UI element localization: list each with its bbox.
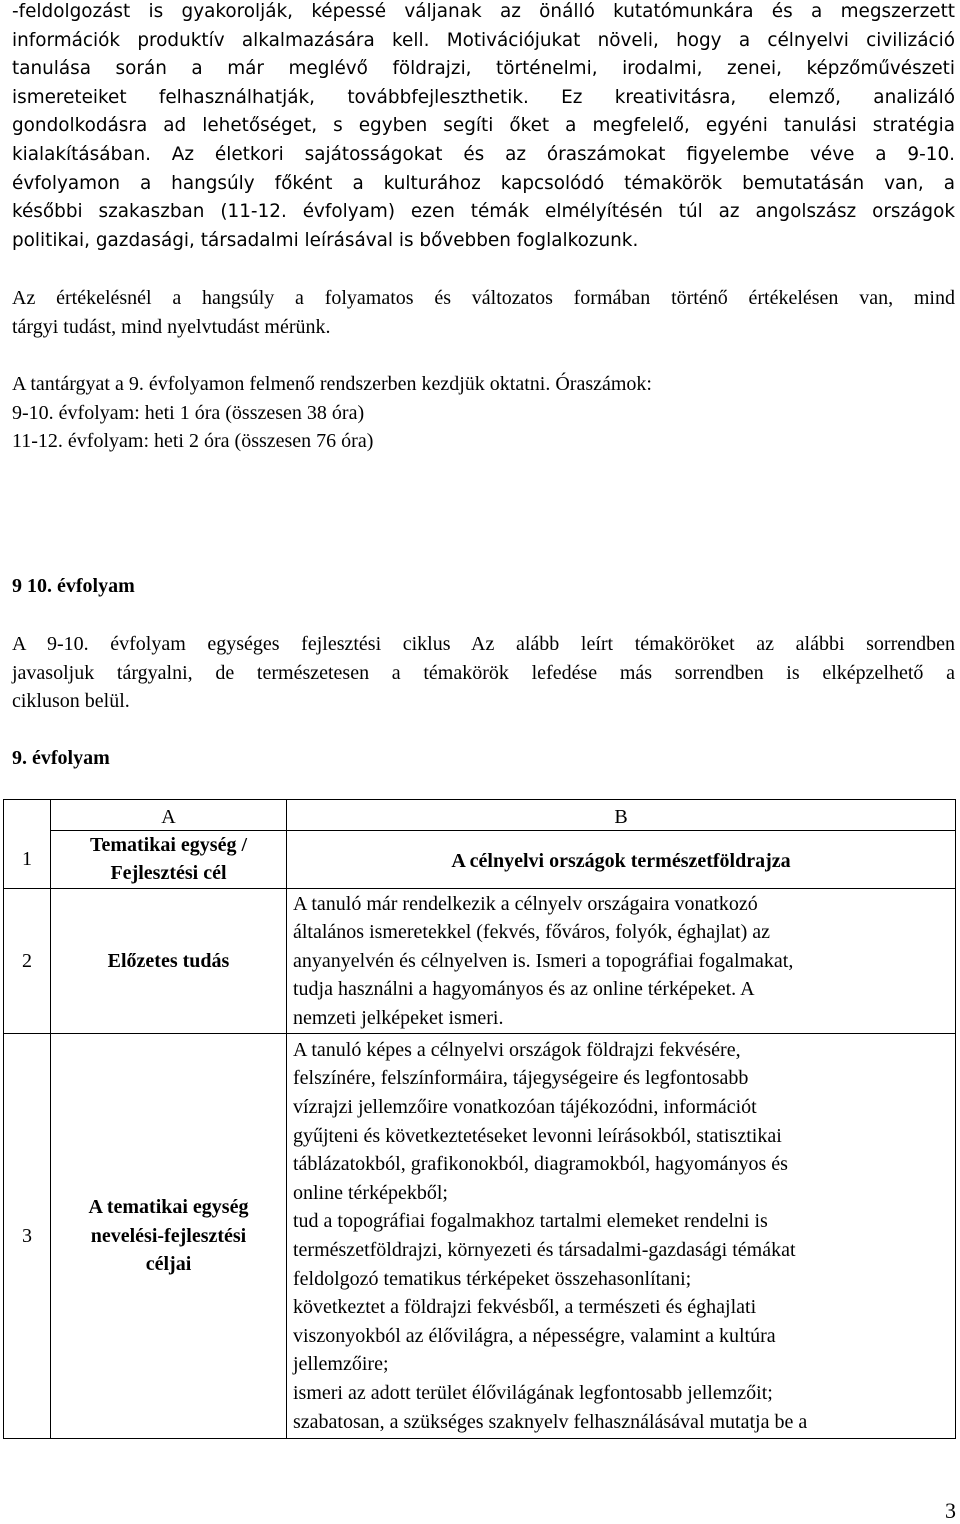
intro-line: évfolyamon a hangsúly főként a kulturához kapcsolódó témakörök bemutatásán van, a	[12, 172, 955, 194]
section-heading: 9 10. évfolyam	[12, 575, 135, 597]
intro-line: tanulása során a már meglévő földrajzi, történelmi, irodalmi, zenei, képzőművészeti	[12, 58, 955, 80]
schedule-9-10: 9-10. évfolyam: heti 1 óra (összesen 38 óra)	[12, 401, 365, 424]
row-3-label-line: nevelési-fejlesztési	[90, 1224, 247, 1247]
section-line: cikluson belül.	[12, 690, 130, 713]
assessment-line: tárgyi tudást, mind nyelvtudást mérünk.	[12, 315, 331, 338]
section-line: javasoljuk tárgyalni, de természetesen a témakörök lefedése más sorrendben is elképzelhető a	[12, 661, 955, 684]
row-3-line: gyűjteni és következtetéseket levonni leírásokból, statisztikai	[293, 1124, 782, 1147]
row-3-value	[287, 1034, 956, 1439]
intro-line: későbbi szakaszban (11-12. évfolyam) ezen témák elmélyítésén túl az angolszász országok	[12, 201, 955, 223]
row-1-label	[51, 831, 287, 889]
section-paragraph	[12, 630, 955, 716]
row-3-label-line: céljai	[145, 1253, 192, 1276]
table-row	[4, 831, 956, 889]
assessment-paragraph	[12, 284, 955, 341]
row-1-value: A célnyelvi országok természetföldrajza	[287, 831, 956, 889]
row-3-line: vízrajzi jellemzőire vonatkozóan tájékozódni, információt	[293, 1096, 757, 1119]
row-3-label-line: A tematikai egység	[88, 1196, 249, 1219]
row-number-2: 2	[4, 889, 51, 1034]
row-3-line: tud a topográfiai fogalmakhoz tartalmi elemeket rendelni is	[293, 1210, 768, 1233]
row-3-line: ismeri az adott terület élővilágának legfontosabb jellemzőit;	[293, 1381, 773, 1404]
row-3-line: feldolgozó tematikus térképeket összehasonlítani;	[293, 1267, 692, 1290]
intro-line: -feldolgozást is gyakorolják, képessé váljanak az önálló kutatómunkára és a megszerzett	[12, 1, 955, 22]
schedule-intro: A tantárgyat a 9. évfolyamon felmenő rendszerben kezdjük oktatni. Óraszámok:	[12, 373, 652, 395]
row-3-line: A tanuló képes a célnyelvi országok földrajzi fekvésére,	[293, 1038, 741, 1061]
table-row	[4, 1034, 956, 1439]
intro-paragraph	[12, 0, 955, 255]
intro-line: gondolkodásra ad lehetőséget, s egyben segíti őket a megfelelő, egyéni tanulási stratégia	[12, 115, 955, 137]
row-1-label-line: Fejlesztési cél	[110, 862, 227, 884]
row-3-label	[51, 1034, 287, 1439]
row-2-line: anyanyelvén és célnyelven is. Ismeri a topográfiai fogalmakat,	[293, 949, 794, 972]
row-2-line: tudja használni a hagyományos és az online térképeket. A	[293, 978, 755, 1001]
row-2-label: Előzetes tudás	[51, 889, 287, 1034]
section-line: A 9-10. évfolyam egységes fejlesztési ciklus Az alább leírt témaköröket az alábbi sorrendben	[12, 633, 955, 655]
assessment-line: Az értékelésnél a hangsúly a folyamatos és változatos formában történő értékelésen van, mind	[12, 287, 955, 309]
row-1-label-line: Tematikai egység /	[89, 834, 248, 856]
row-3-line: online térképekből;	[293, 1181, 448, 1204]
row-number-3: 3	[4, 1034, 51, 1439]
intro-line: kialakításában. Az életkori sajátosságokat és az óraszámokat figyelembe véve a 9-10.	[12, 143, 955, 165]
row-3-line: következtet a földrajzi fekvésből, a természeti és éghajlati	[293, 1296, 757, 1319]
intro-line: politikai, gazdasági, társadalmi leírásával is bővebben foglalkozunk.	[12, 229, 639, 251]
year-subheading: 9. évfolyam	[12, 747, 110, 769]
row-3-line: szabatosan, a szükséges szaknyelv felhasználásával mutatja be a	[293, 1410, 808, 1433]
row-3-line: felszínére, felszínformáira, tájegységeire és legfontosabb	[293, 1067, 749, 1090]
row-2-line: nemzeti jelképeket ismeri.	[293, 1006, 504, 1029]
column-b-header: B	[287, 800, 956, 831]
table-header-row	[4, 800, 956, 831]
row-3-line: táblázatokból, grafikonokból, diagramokból, hagyományos és	[293, 1153, 788, 1176]
intro-line: információk produktív alkalmazására kell. Motivációjukat növeli, hogy a célnyelvi civilizáció	[12, 29, 955, 51]
row-2-line: általános ismeretekkel (fekvés, főváros, folyók, éghajlat) az	[293, 921, 771, 944]
curriculum-table	[3, 799, 956, 1439]
schedule-11-12: 11-12. évfolyam: heti 2 óra (összesen 76 óra)	[12, 430, 374, 453]
row-3-line: viszonyokból az élővilágra, a népességre, valamint a kultúra	[293, 1324, 776, 1347]
row-3-line: jellemzőire;	[293, 1353, 389, 1376]
row-number-1: 1	[4, 800, 51, 889]
column-a-header: A	[51, 800, 287, 831]
row-2-line: A tanuló már rendelkezik a célnyelv országaira vonatkozó	[293, 892, 758, 915]
row-2-value	[287, 889, 956, 1034]
page-number: 3	[945, 1498, 956, 1523]
table-row	[4, 889, 956, 1034]
schedule-block	[12, 370, 955, 456]
row-3-line: természetföldrajzi, környezeti és társadalmi-gazdasági témákat	[293, 1239, 796, 1261]
intro-line: ismereteiket felhasználhatják, továbbfejleszthetik. Ez kreativitásra, elemző, analizáló	[12, 86, 955, 108]
